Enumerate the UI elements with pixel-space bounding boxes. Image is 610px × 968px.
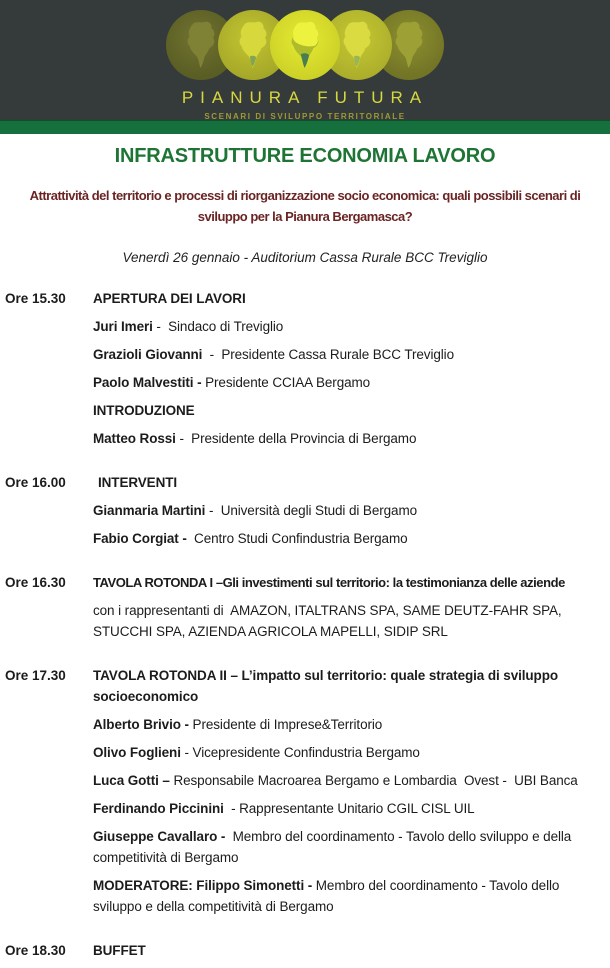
session-time: Ore 16.30 xyxy=(5,575,66,590)
session-time: Ore 16.00 xyxy=(5,475,66,490)
territory-circle-icon xyxy=(270,10,340,80)
speaker-role: - Presidente Cassa Rurale BCC Treviglio xyxy=(202,347,454,362)
speaker-role: Membro del coordinamento - Tavolo dello sviluppo e della competitività di Bergamo xyxy=(93,878,563,914)
speaker-role: Responsabile Macroarea Bergamo e Lombardia Ovest - UBI Banca xyxy=(169,773,578,788)
event-date-location: Venerdì 26 gennaio - Auditorium Cassa Rurale BCC Treviglio xyxy=(122,250,488,265)
speaker-name: Grazioli Giovanni xyxy=(93,347,203,362)
speaker-role: - Rappresentante Unitario CGIL CISL UIL xyxy=(223,801,475,816)
session-heading: BUFFET xyxy=(93,943,146,958)
speaker-role: Presidente CCIAA Bergamo xyxy=(201,375,371,390)
speaker-name: Alberto Brivio - xyxy=(93,717,189,732)
session-heading: TAVOLA ROTONDA I –Gli investimenti sul territorio: la testimonianza delle aziende xyxy=(93,575,565,590)
logo-circles xyxy=(0,9,610,81)
speaker-name: Paolo Malvestiti - xyxy=(93,375,202,390)
schedule-session xyxy=(5,665,602,924)
schedule-item xyxy=(93,770,602,791)
divider-bar xyxy=(0,120,610,134)
speaker-name: Luca Gotti – xyxy=(93,773,170,788)
speaker-role: Presidente di Imprese&Territorio xyxy=(188,717,383,732)
schedule-item xyxy=(93,826,602,868)
schedule-item xyxy=(93,344,602,365)
schedule-session xyxy=(5,288,602,456)
schedule-item xyxy=(93,500,602,521)
session-heading: APERTURA DEI LAVORI xyxy=(93,291,246,306)
session-participants: con i rappresentanti di AMAZON, ITALTRANS SPA, SAME DEUTZ-FAHR SPA, STUCCHI SPA, AZIENDA AGRICOLA MAPELLI, SIDIP SRL xyxy=(93,603,566,639)
speaker-role: - Presidente della Provincia di Bergamo xyxy=(175,431,417,446)
speaker-name: Juri Imeri xyxy=(93,319,153,334)
schedule-session xyxy=(5,572,602,649)
session-heading: INTRODUZIONE xyxy=(93,403,195,418)
session-time: Ore 15.30 xyxy=(5,291,66,306)
schedule xyxy=(0,288,610,968)
speaker-name: Matteo Rossi xyxy=(93,431,176,446)
speaker-role: - Sindaco di Treviglio xyxy=(152,319,284,334)
session-time: Ore 18.30 xyxy=(5,943,66,958)
speaker-name: MODERATORE: Filippo Simonetti - xyxy=(93,878,313,893)
header-banner xyxy=(0,0,610,120)
session-heading: INTERVENTI xyxy=(98,475,178,490)
speaker-role: Centro Studi Confindustria Bergamo xyxy=(186,531,408,546)
speaker-name: Fabio Corgiat - xyxy=(93,531,187,546)
speaker-role: - Università degli Studi di Bergamo xyxy=(205,503,417,518)
schedule-item xyxy=(93,316,602,337)
session-time: Ore 17.30 xyxy=(5,668,66,683)
schedule-item xyxy=(93,875,602,917)
schedule-item xyxy=(93,528,602,549)
speaker-role: Membro del coordinamento - Tavolo dello sviluppo e della competitività di Bergamo xyxy=(93,829,575,865)
logo-title: PIANURA FUTURA xyxy=(181,88,429,107)
speaker-role: - Vicepresidente Confindustria Bergamo xyxy=(180,745,420,760)
schedule-item xyxy=(93,742,602,763)
event-title: INFRASTRUTTURE ECONOMIA LAVORO xyxy=(114,145,496,167)
schedule-item xyxy=(93,372,602,393)
event-subtitle: Attrattività del territorio e processi di riorganizzazione socio economica: quali possibili scenari di sviluppo per la Pianura Bergamasca? xyxy=(29,188,581,224)
speaker-name: Ferdinando Piccinini xyxy=(93,801,224,816)
session-heading: TAVOLA ROTONDA II – L’impatto sul territorio: quale strategia di sviluppo socioeconomico xyxy=(93,668,562,704)
speaker-name: Olivo Foglieni xyxy=(93,745,181,760)
schedule-item xyxy=(93,714,602,735)
schedule-session xyxy=(5,472,602,556)
speaker-name: Giuseppe Cavallaro - xyxy=(93,829,226,844)
schedule-item xyxy=(93,428,602,449)
logo-subtitle: SCENARI DI SVILUPPO TERRITORIALE xyxy=(204,112,406,121)
schedule-session xyxy=(5,940,602,968)
speaker-name: Gianmaria Martini xyxy=(93,503,206,518)
schedule-item xyxy=(93,798,602,819)
